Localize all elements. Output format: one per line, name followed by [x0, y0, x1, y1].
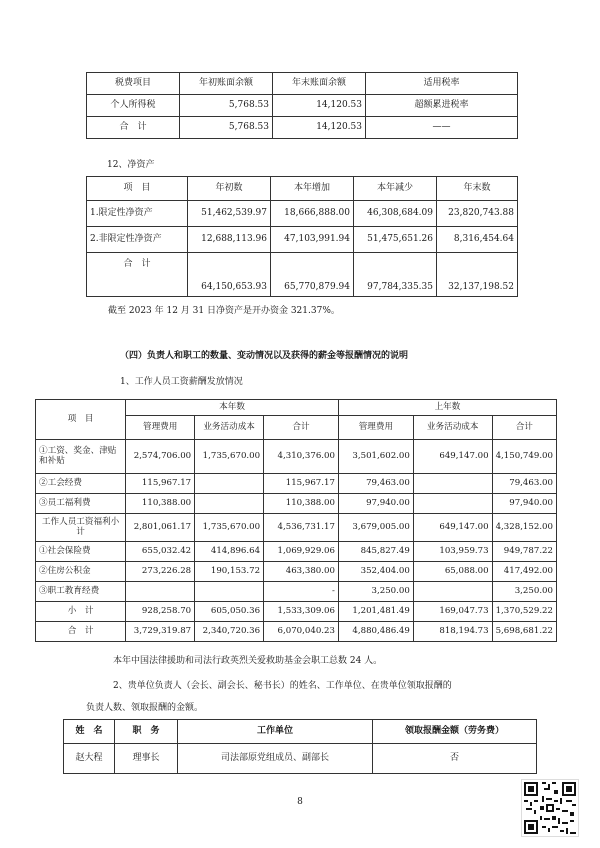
salary-cell: 2,574,706.00 [126, 440, 195, 474]
salary-cell: 352,404.00 [338, 562, 413, 582]
salary-cell: 1,735,670.00 [195, 440, 264, 474]
salary-cell: 605,050.36 [195, 602, 264, 622]
salary-cell: ①社会保险费 [36, 542, 126, 562]
leader-cell: 否 [373, 744, 537, 774]
salary-cell: ②工会经费 [36, 474, 126, 494]
salary-cell [413, 494, 492, 514]
tax-cell: 合 计 [87, 117, 180, 139]
na-cell: 46,308,684.09 [354, 201, 437, 227]
na-header-item: 项 目 [87, 177, 188, 201]
salary-cell: 3,679,005.00 [338, 514, 413, 542]
table-row [36, 542, 557, 562]
na-cell: 1.限定性净资产 [87, 201, 188, 227]
na-cell: 64,150,653.93 [188, 253, 271, 297]
salary-cell: 103,959.73 [413, 542, 492, 562]
table-row [36, 582, 557, 602]
salary-cell: 1,370,529.22 [492, 602, 556, 622]
na-cell: 51,462,539.97 [188, 201, 271, 227]
tax-cell: 个人所得税 [87, 95, 180, 117]
qr-code-image [521, 779, 579, 837]
subsection-2-line2: 负责人数、领取报酬的金额。 [86, 703, 204, 713]
na-cell: 2.非限定性净资产 [87, 227, 188, 253]
salary-cell: 1,735,670.00 [195, 514, 264, 542]
salary-cell: 463,380.00 [264, 562, 339, 582]
salary-cell: 273,226.28 [126, 562, 195, 582]
salary-cell: 417,492.00 [492, 562, 556, 582]
table-row [87, 201, 518, 227]
salary-cell: - [264, 582, 339, 602]
salary-cell: 3,250.00 [338, 582, 413, 602]
na-cell: 18,666,888.00 [271, 201, 354, 227]
salary-cell: 79,463.00 [492, 474, 556, 494]
salary-cell: 97,940.00 [492, 494, 556, 514]
tax-header-closing: 年末账面余额 [273, 73, 366, 95]
na-cell: 97,784,335.35 [354, 253, 437, 297]
na-cell: 23,820,743.88 [437, 201, 518, 227]
tax-cell: 5,768.53 [180, 117, 273, 139]
salary-cell: ②住房公积金 [36, 562, 126, 582]
table-row [36, 440, 557, 474]
table-row [36, 602, 557, 622]
salary-subheader: 业务活动成本 [195, 416, 264, 440]
salary-cell: ③职工教育经费 [36, 582, 126, 602]
salary-cell [413, 474, 492, 494]
na-header-increase: 本年增加 [271, 177, 354, 201]
net-assets-note: 截至 2023 年 12 月 31 日净资产是开办资金 321.37%。 [108, 306, 340, 316]
table-row [87, 117, 518, 139]
page-number: 8 [297, 797, 303, 807]
salary-cell: ①工资、奖金、津贴和补贴 [36, 440, 126, 474]
net-assets-table [86, 176, 518, 297]
salary-subheader: 合计 [492, 416, 556, 440]
leader-cell: 司法部原党组成员、副部长 [178, 744, 373, 774]
leader-cell: 赵大程 [64, 744, 115, 774]
leader-header-remuneration: 领取报酬金额（劳务费） [373, 720, 537, 744]
table-row [87, 227, 518, 253]
tax-cell: 5,768.53 [180, 95, 273, 117]
salary-cell: 649,147.00 [413, 514, 492, 542]
salary-cell: 1,533,309.06 [264, 602, 339, 622]
salary-cell: 工作人员工资福利小计 [36, 514, 126, 542]
leader-cell: 理事长 [115, 744, 178, 774]
salary-cell: 1,201,481.49 [338, 602, 413, 622]
salary-cell: 3,250.00 [492, 582, 556, 602]
salary-header-item: 项 目 [36, 400, 126, 440]
table-row [36, 514, 557, 542]
tax-cell: —— [366, 117, 518, 139]
salary-cell: 4,310,376.00 [264, 440, 339, 474]
na-cell: 47,103,991.94 [271, 227, 354, 253]
leader-table [63, 719, 537, 774]
table-row [64, 744, 537, 774]
na-header-decrease: 本年减少 [354, 177, 437, 201]
salary-table [35, 399, 557, 642]
leader-header-name: 姓 名 [64, 720, 115, 744]
na-header-opening: 年初数 [188, 177, 271, 201]
salary-cell: 65,088.00 [413, 562, 492, 582]
salary-cell: 169,047.73 [413, 602, 492, 622]
subsection-2-line1: 2、贵单位负责人（会长、副会长、秘书长）的姓名、工作单位、在贵单位领取报酬的 [113, 681, 452, 691]
salary-cell: 649,147.00 [413, 440, 492, 474]
salary-subheader: 业务活动成本 [413, 416, 492, 440]
salary-cell: 414,896.64 [195, 542, 264, 562]
tax-header-opening: 年初账面余额 [180, 73, 273, 95]
salary-cell: 2,340,720.36 [195, 622, 264, 642]
salary-cell: 4,150,749.00 [492, 440, 556, 474]
salary-cell [195, 474, 264, 494]
na-cell: 65,770,879.94 [271, 253, 354, 297]
salary-cell [126, 582, 195, 602]
salary-cell: 115,967.17 [264, 474, 339, 494]
salary-cell: 110,388.00 [126, 494, 195, 514]
salary-cell: 190,153.72 [195, 562, 264, 582]
salary-cell: 928,258.70 [126, 602, 195, 622]
salary-cell: 4,328,152.00 [492, 514, 556, 542]
salary-cell: 2,801,061.17 [126, 514, 195, 542]
net-assets-title: 12、净资产 [107, 160, 155, 170]
salary-cell: 4,536,731.17 [264, 514, 339, 542]
salary-cell: 合 计 [36, 622, 126, 642]
salary-subheader: 管理费用 [126, 416, 195, 440]
na-cell: 8,316,454.64 [437, 227, 518, 253]
tax-cell: 超额累进税率 [366, 95, 518, 117]
tax-cell: 14,120.53 [273, 95, 366, 117]
salary-cell [413, 582, 492, 602]
salary-cell: 6,070,040.23 [264, 622, 339, 642]
na-cell: 51,475,651.26 [354, 227, 437, 253]
salary-cell: 小 计 [36, 602, 126, 622]
salary-cell: 97,940.00 [338, 494, 413, 514]
leader-header-employer: 工作单位 [178, 720, 373, 744]
salary-cell: 949,787.22 [492, 542, 556, 562]
salary-cell: 845,827.49 [338, 542, 413, 562]
table-row [36, 494, 557, 514]
salary-cell: 79,463.00 [338, 474, 413, 494]
table-row [87, 253, 518, 297]
salary-header-current-year: 本年数 [126, 400, 339, 416]
salary-cell: 5,698,681.22 [492, 622, 556, 642]
salary-cell: 1,069,929.06 [264, 542, 339, 562]
tax-cell: 14,120.53 [273, 117, 366, 139]
salary-subheader: 合计 [264, 416, 339, 440]
table-row [36, 562, 557, 582]
na-cell: 合 计 [87, 253, 188, 297]
na-header-closing: 年末数 [437, 177, 518, 201]
table-row [87, 95, 518, 117]
table-row [36, 474, 557, 494]
salary-subheader: 管理费用 [338, 416, 413, 440]
table-row [36, 622, 557, 642]
tax-table [86, 72, 518, 139]
salary-cell [195, 582, 264, 602]
salary-cell: 655,032.42 [126, 542, 195, 562]
salary-cell: 3,729,319.87 [126, 622, 195, 642]
subsection-1-title: 1、工作人员工资薪酬发放情况 [120, 377, 243, 387]
staff-count-note: 本年中国法律援助和司法行政英烈关爱救助基金会职工总数 24 人。 [113, 656, 383, 666]
salary-cell: 818,194.73 [413, 622, 492, 642]
salary-cell: 3,501,602.00 [338, 440, 413, 474]
salary-cell: ③员工福利费 [36, 494, 126, 514]
na-cell: 32,137,198.52 [437, 253, 518, 297]
salary-cell [195, 494, 264, 514]
leader-header-position: 职 务 [115, 720, 178, 744]
salary-cell: 110,388.00 [264, 494, 339, 514]
tax-header-rate: 适用税率 [366, 73, 518, 95]
salary-cell: 4,880,486.49 [338, 622, 413, 642]
na-cell: 12,688,113.96 [188, 227, 271, 253]
salary-cell: 115,967.17 [126, 474, 195, 494]
section-heading: （四）负责人和职工的数量、变动情况以及获得的薪金等报酬情况的说明 [120, 351, 409, 361]
salary-header-prior-year: 上年数 [338, 400, 556, 416]
tax-header-item: 税费项目 [87, 73, 180, 95]
